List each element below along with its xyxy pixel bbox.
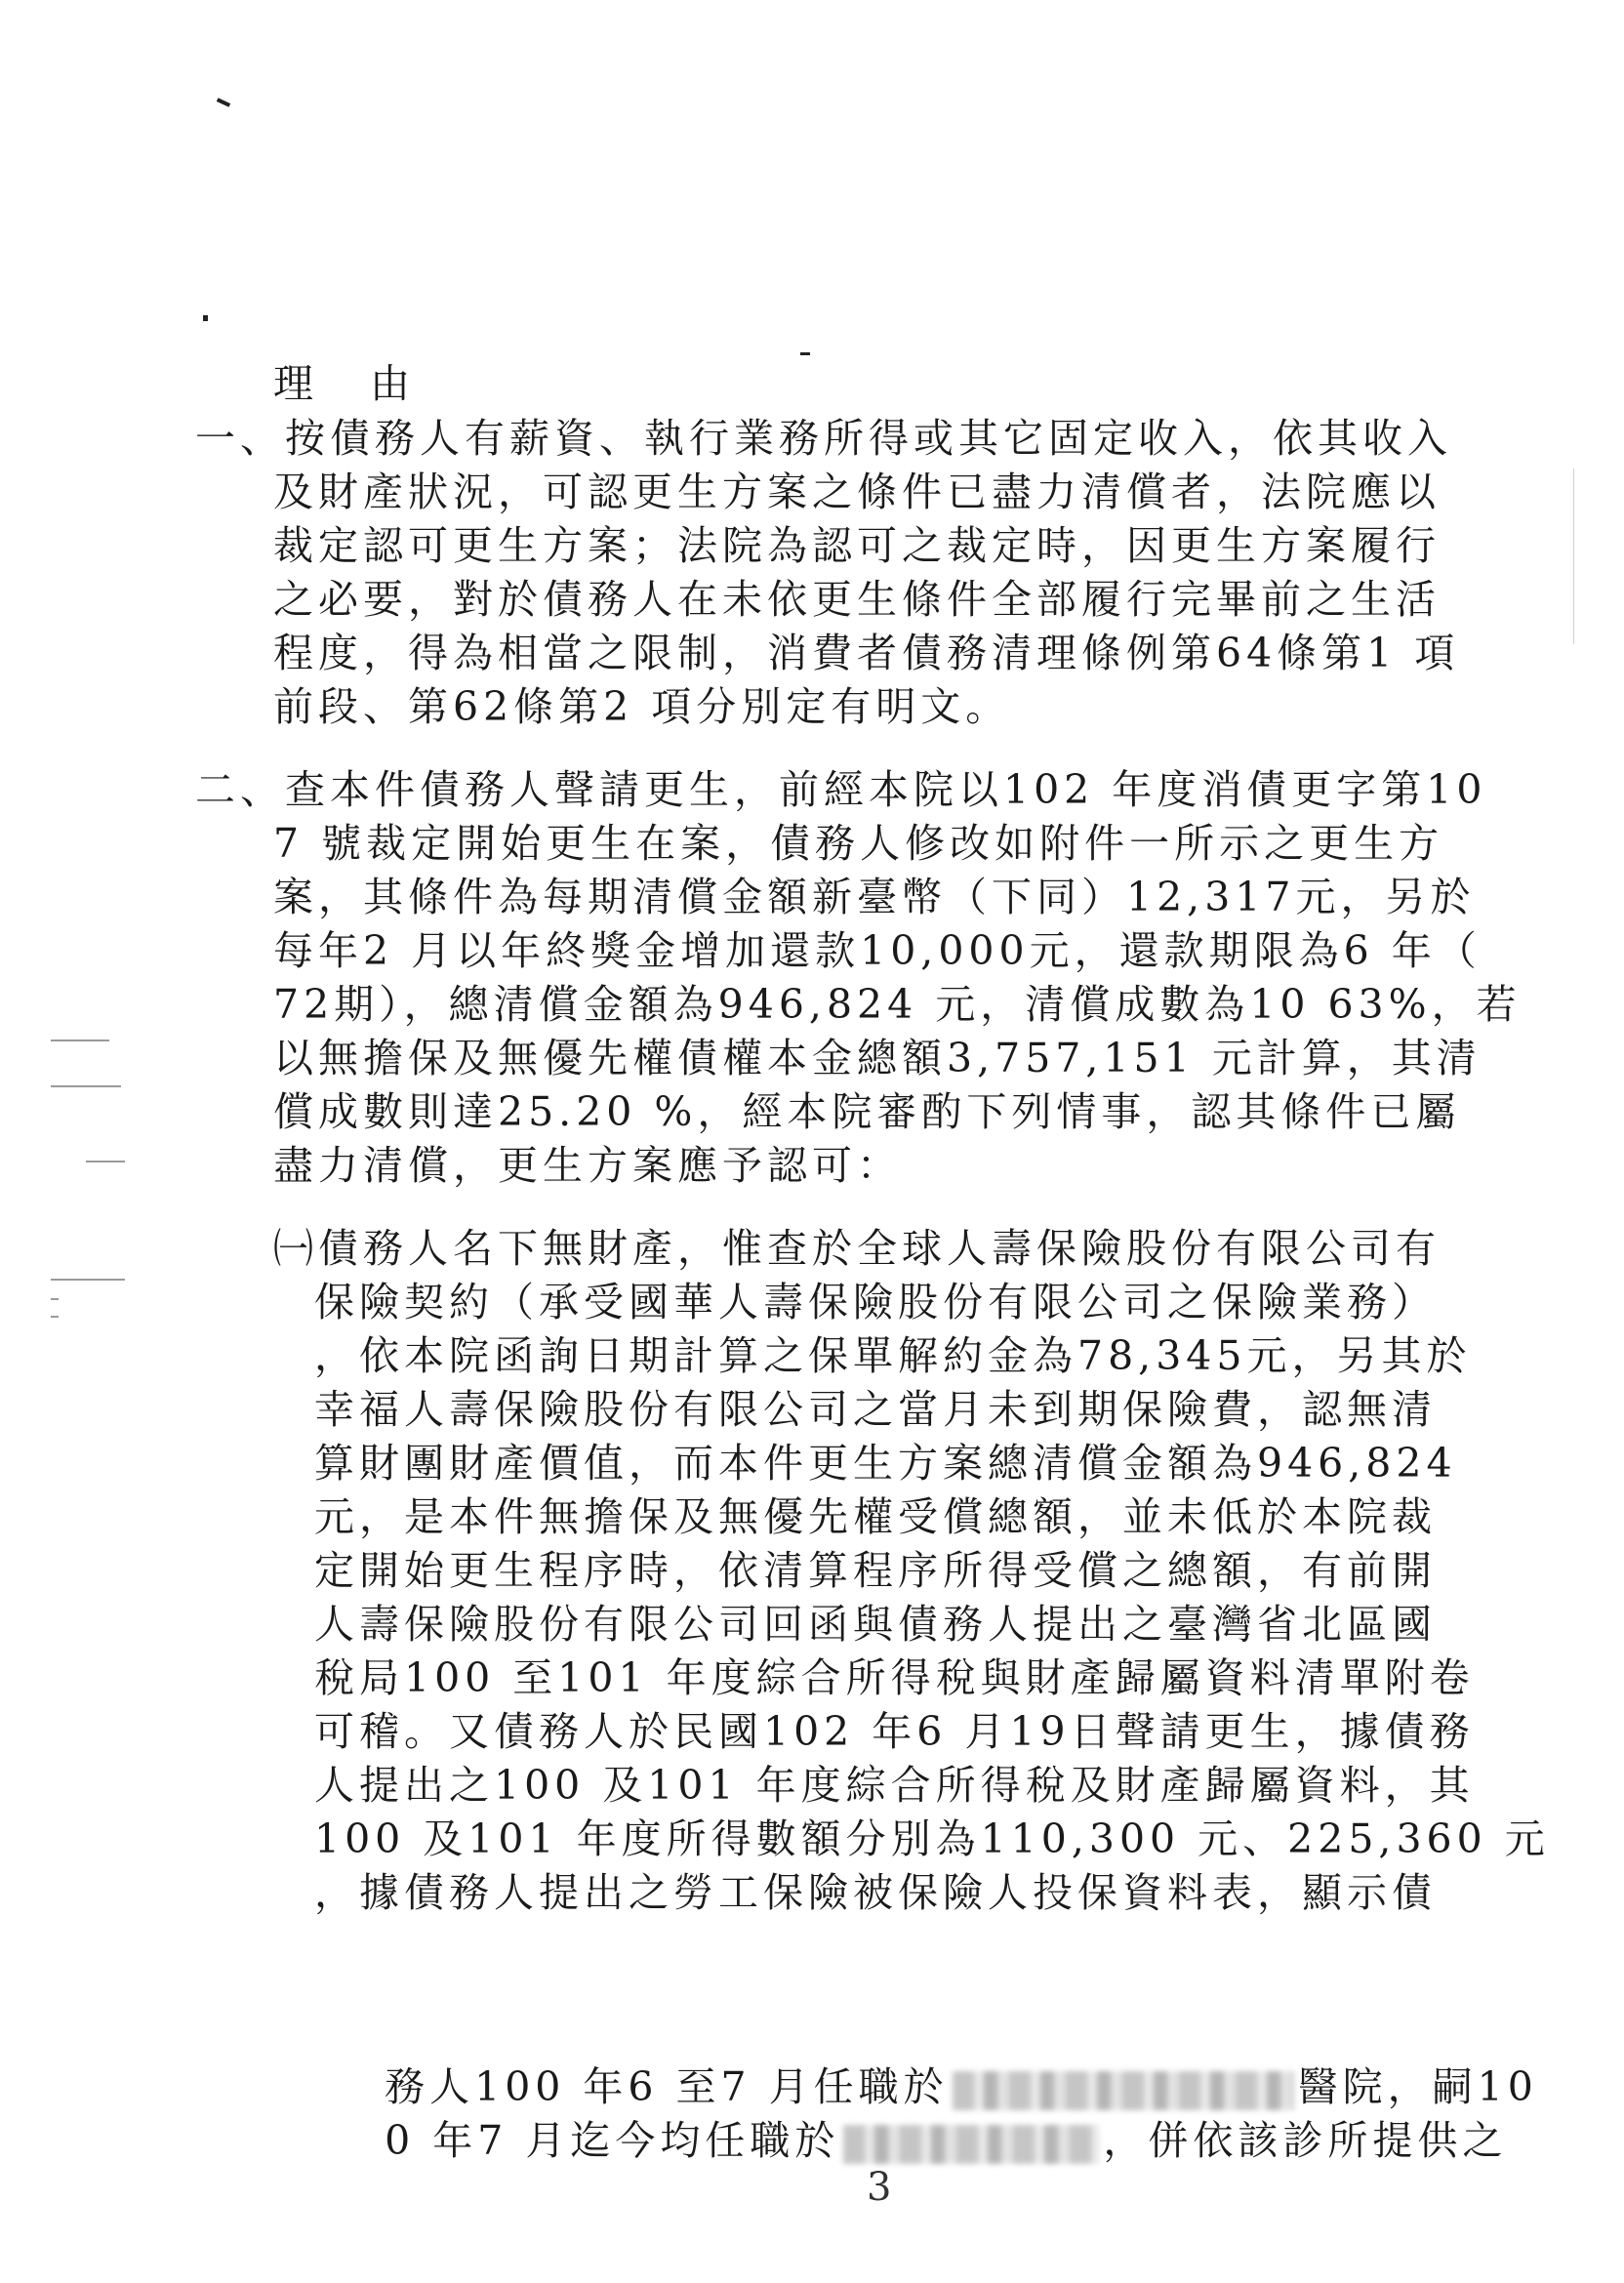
paragraph-line: 定開始更生程序時，依清算程序所得受償之總額，有前開: [314, 1547, 1437, 1594]
margin-dash: [51, 1085, 121, 1087]
paragraph-line: 以無擔保及無優先權債權本金總額3,757,151 元計算，其清: [273, 1035, 1482, 1081]
paragraph-line: 人提出之100 及101 年度綜合所得稅及財產歸屬資料，其: [314, 1762, 1475, 1809]
paragraph-line: 可稽。又債務人於民國102 年6 月19日聲請更生，據債務: [314, 1708, 1475, 1755]
page-number: 3: [867, 2165, 892, 2210]
section-heading: 理由: [273, 360, 467, 407]
scan-speck: [800, 352, 810, 355]
paragraph-line: 盡力清償，更生方案應予認可：: [273, 1142, 902, 1189]
paragraph-line: 算財團財產價值，而本件更生方案總清償金額為946,824: [314, 1440, 1457, 1487]
scan-edge-line: [1573, 469, 1574, 644]
paragraph-line: 100 及101 年度所得數額分別為110,300 元、225,360 元: [314, 1815, 1550, 1862]
paragraph-line: ㈠債務人名下無財產，惟查於全球人壽保險股份有限公司有: [273, 1225, 1441, 1272]
paragraph-line: 每年2 月以年終獎金增加還款10,000元，還款期限為6 年（: [273, 927, 1482, 974]
paragraph-line: 裁定認可更生方案；法院為認可之裁定時，因更生方案履行: [273, 522, 1441, 569]
margin-dash: [51, 1316, 59, 1318]
paragraph-line: 之必要，對於債務人在未依更生條件全部履行完畢前之生活: [273, 576, 1441, 623]
paragraph-line: [314, 2061, 1507, 2220]
paragraph-line: 二、查本件債務人聲請更生，前經本院以102 年度消債更字第10: [195, 766, 1487, 813]
paragraph-line: 案，其條件為每期清償金額新臺幣（下同）12,317元，另於: [273, 874, 1476, 920]
paragraph-line: 保險契約（承受國華人壽保險股份有限公司之保險業務）: [314, 1279, 1437, 1325]
paragraph-line: 及財產狀況，可認更生方案之條件已盡力清償者，法院應以: [273, 469, 1441, 515]
paragraph-line: ，依本院函詢日期計算之保單解約金為78,345元，另其於: [314, 1332, 1472, 1379]
paragraph-line: 前段、第62條第2 項分別定有明文。: [273, 683, 1011, 730]
paragraph-line: 72期），總清償金額為946,824 元，清償成數為10 63%，若: [273, 981, 1522, 1028]
margin-dash: [51, 1040, 109, 1041]
margin-dash: [51, 1279, 125, 1281]
margin-dash: [51, 1298, 59, 1300]
line-segment: 0 年7 月迄今均任職於: [385, 2117, 840, 2164]
paragraph-line: 稅局100 至101 年度綜合所得稅與財產歸屬資料清單附卷: [314, 1654, 1475, 1701]
margin-dash: [86, 1161, 125, 1162]
paragraph-line: 程度，得為相當之限制，消費者債務清理條例第64條第1 項: [273, 630, 1460, 676]
scan-speck: [217, 98, 230, 107]
paragraph-line: ，據債務人提出之勞工保險被保險人投保資料表，顯示債: [314, 1869, 1437, 1916]
line-segment: 醫院，嗣10: [1297, 2063, 1538, 2110]
line-segment: 務人100 年6 至7 月任職於: [385, 2063, 949, 2110]
paragraph-line: 7 號裁定開始更生在案，債務人修改如附件一所示之更生方: [273, 820, 1444, 867]
scan-speck: [203, 315, 208, 321]
paragraph-line: 幸福人壽保險股份有限公司之當月未到期保險費，認無清: [314, 1386, 1437, 1433]
paragraph-line: 人壽保險股份有限公司回函與債務人提出之臺灣省北區國: [314, 1601, 1437, 1648]
paragraph-line: 一、按債務人有薪資、執行業務所得或其它固定收入，依其收入: [195, 415, 1452, 462]
paragraph-line: 元，是本件無擔保及無優先權受償總額，並未低於本院裁: [314, 1493, 1437, 1540]
line-segment: ，併依該診所提供之: [1103, 2117, 1508, 2164]
paragraph-line: 償成數則達25.20 %，經本院審酌下列情事，認其條件已屬: [273, 1088, 1461, 1135]
redacted-block: [843, 2125, 1099, 2164]
